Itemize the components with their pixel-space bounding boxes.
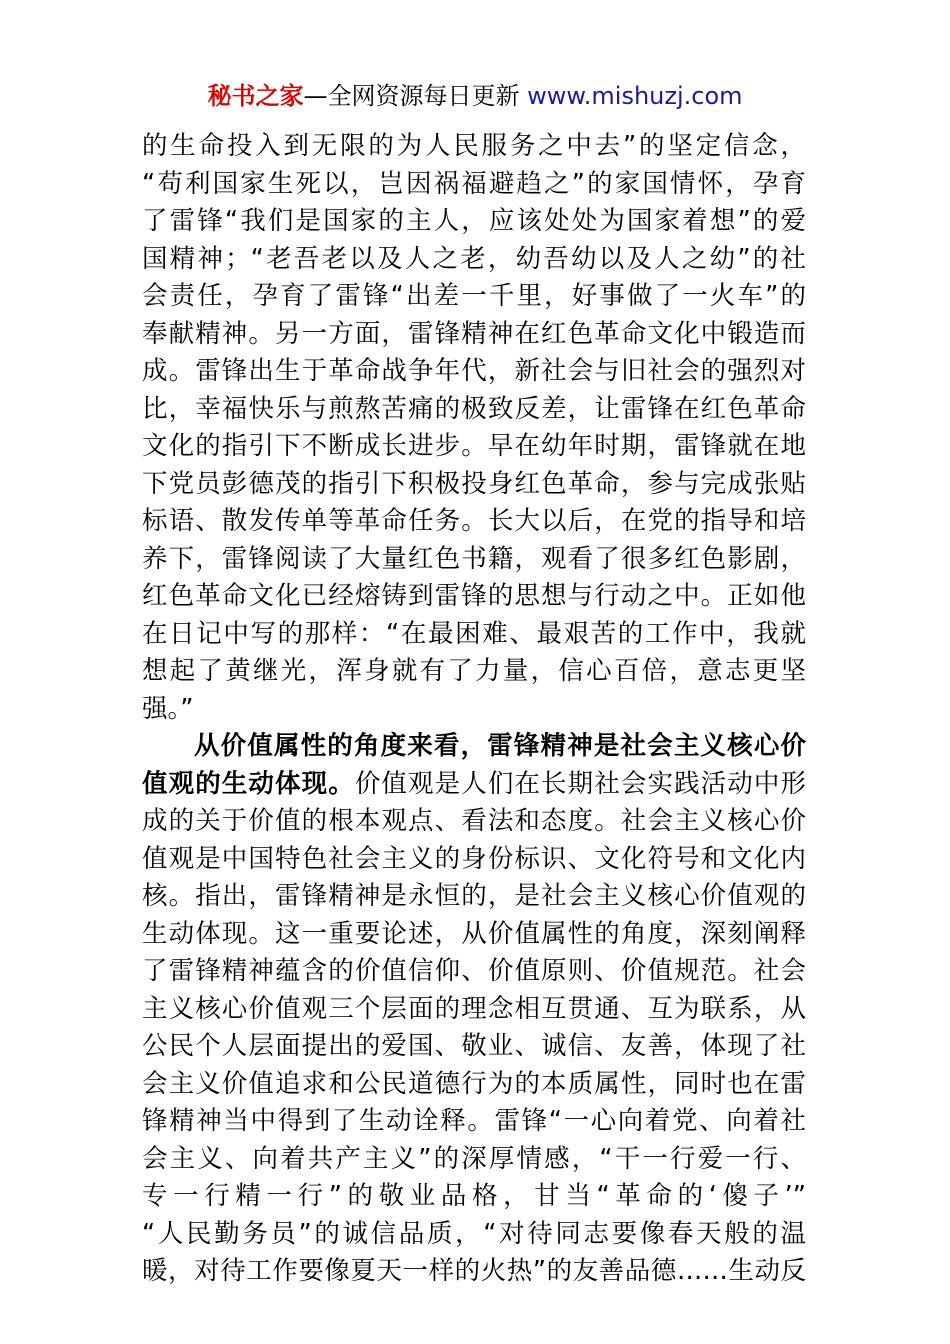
text-line: 红色革命文化已经熔铸到雷锋的思想与行动之中。正如他 [142,581,806,611]
header-tagline: —全网资源每日更新 [303,82,528,110]
brand-name: 秘书之家 [207,82,304,110]
text-line: 在日记中写的那样：“在最困难、最艰苦的工作中，我就 [142,618,806,649]
text-line: 锋精神当中得到了生动诠释。雷锋“一心向着党、向着社 [142,1106,806,1136]
document-body [142,128,806,1291]
text-line: 比，幸福快乐与煎熬苦痛的极致反差，让雷锋在红色革命 [142,393,806,424]
page-header [0,80,950,112]
website-link[interactable]: www.mishuzj.com [527,82,743,110]
text-line: 公民个人层面提出的爱国、敬业、诚信、友善，体现了社 [142,1031,806,1061]
text-line: 成。雷锋出生于革命战争年代，新社会与旧社会的强烈对 [142,356,806,386]
text-line: “苟利国家生死以，岂因祸福避趋之”的家国情怀，孕育 [142,168,806,199]
text-line: 值观是中国特色社会主义的身份标识、文化符号和文化内 [142,843,806,874]
text-line: 的生命投入到无限的为人民服务之中去”的坚定信念， [142,131,806,161]
text-line: 核。指出，雷锋精神是永恒的，是社会主义核心价值观的 [142,881,806,911]
paragraph-heading-end: 值观的生动体现。 [142,768,355,799]
text-line: 强。” [142,693,194,724]
paragraph-1 [142,128,806,728]
text-line: 专一行精一行”的敬业品格，甘当“革命的‘傻子’” [142,1181,806,1211]
text-line: 成的关于价值的根本观点、看法和态度。社会主义核心价 [142,806,806,836]
text-line: 文化的指引下不断成长进步。早在幼年时期，雷锋就在地 [142,431,806,461]
text-line: 会主义、向着共产主义”的深厚情感，“干一行爱一行、 [142,1143,806,1174]
text-line: 会责任，孕育了雷锋“出差一千里，好事做了一火车”的 [142,281,806,311]
text-line: 想起了黄继光，浑身就有了力量，信心百倍，意志更坚 [142,656,806,686]
text-line: 了雷锋“我们是国家的主人，应该处处为国家着想”的爱 [142,206,806,236]
paragraph-heading-line: 从价值属性的角度来看，雷锋精神是社会主义核心价 [194,731,806,761]
text-line [142,766,806,804]
text-line: 生动体现。这一重要论述，从价值属性的角度，深刻阐释 [142,918,806,949]
text-line: 标语、散发传单等革命任务。长大以后，在党的指导和培 [142,506,806,536]
text-line: 了雷锋精神蕴含的价值信仰、价值原则、价值规范。社会 [142,956,806,986]
text-line-rest: 价值观是人们在长期社会实践活动中形 [354,768,806,799]
text-line: 下党员彭德茂的指引下积极投身红色革命，参与完成张贴 [142,468,806,499]
text-line: “人民勤务员”的诚信品质，“对待同志要像春天般的温 [142,1218,806,1249]
paragraph-2 [142,728,806,1291]
text-line: 主义核心价值观三个层面的理念相互贯通、互为联系，从 [142,993,806,1024]
text-line: 奉献精神。另一方面，雷锋精神在红色革命文化中锻造而 [142,318,806,349]
text-line: 养下，雷锋阅读了大量红色书籍，观看了很多红色影剧， [142,543,806,574]
text-line: 国精神；“老吾老以及人之老，幼吾幼以及人之幼”的社 [142,243,806,274]
text-line: 会主义价值追求和公民道德行为的本质属性，同时也在雷 [142,1068,806,1099]
text-line: 暖，对待工作要像夏天一样的火热”的友善品德……生动反 [142,1256,806,1286]
